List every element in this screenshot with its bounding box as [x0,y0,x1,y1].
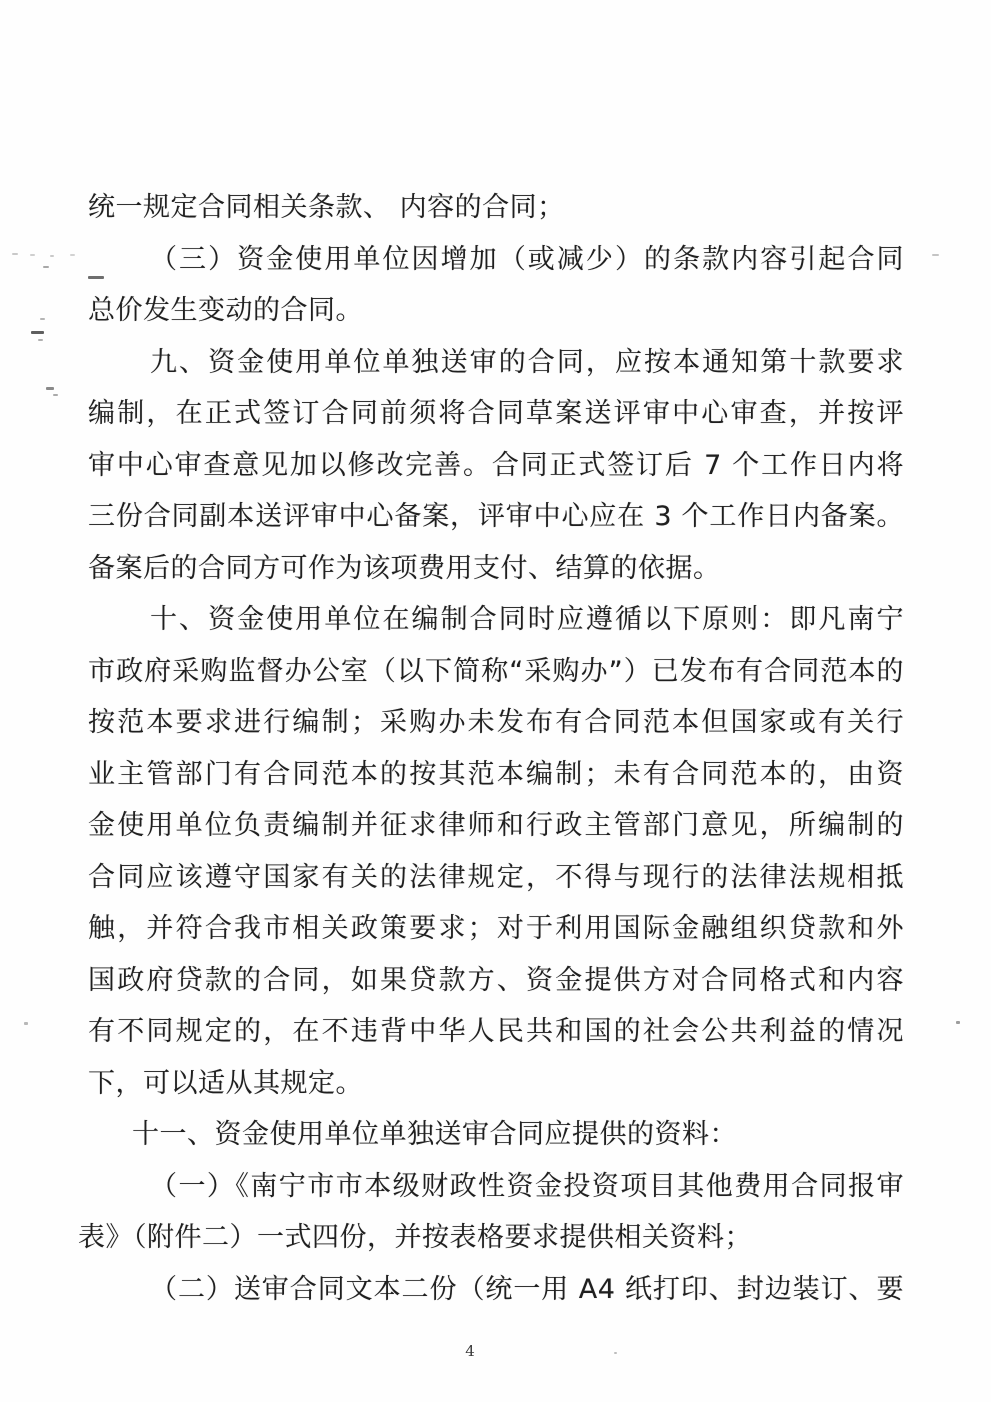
document-line: 总价发生变动的合同。 [88,295,363,326]
document-line: 国政府贷款的合同，如果贷款方、资金提供方对合同格式和内容 [88,964,904,996]
scan-speckle [956,1021,960,1024]
document-line: 十一、资金使用单位单独送审合同应提供的资料： [132,1119,737,1150]
scan-speckle [53,394,58,396]
scan-speckle [70,254,75,256]
document-line: 按范本要求进行编制；采购办未发布有合同范本但国家或有关行 [88,707,904,738]
scan-speckle [24,1022,28,1025]
document-line: （二）送审合同文本二份（统一用 A4 纸打印、封边装订、要 [150,1273,904,1305]
scan-speckle [50,255,54,257]
scan-speckle [30,254,35,256]
document-line: （三）资金使用单位因增加（或减少）的条款内容引起合同 [150,243,904,275]
document-line: 审中心审查意见加以修改完善。合同正式签订后 7 个工作日内将 [88,449,904,481]
document-line: 金使用单位负责编制并征求律师和行政主管部门意见，所编制的 [88,810,904,841]
document-line: 统一规定合同相关条款、 内容的合同； [88,192,565,223]
scan-speckle [614,1352,617,1354]
document-line: 九、资金使用单位单独送审的合同，应按本通知第十款要求 [150,346,904,378]
document-line: 十、资金使用单位在编制合同时应遵循以下原则：即凡南宁 [150,604,904,635]
document-line: 三份合同副本送评审中心备案，评审中心应在 3 个工作日内备案。 [88,501,904,532]
scan-speckle [31,331,44,334]
document-line: 触，并符合我市相关政策要求；对于利用国际金融组织贷款和外 [88,913,904,944]
document-line: 表》（附件二）一式四份，并按表格要求提供相关资料； [78,1222,752,1253]
document-line: 业主管部门有合同范本的按其范本编制；未有合同范本的，由资 [88,758,904,790]
scan-speckle [932,254,939,256]
document-line: 有不同规定的，在不违背中华人民共和国的社会公共利益的情况 [88,1016,904,1047]
document-line: 下，可以适从其规定。 [88,1067,363,1099]
document-line: 市政府采购监督办公室（以下简称“采购办”）已发布有合同范本的 [88,655,904,687]
scan-speckle [46,387,54,390]
document-line: 编制，在正式签订合同前须将合同草案送评审中心审查，并按评 [88,398,904,429]
scan-speckle [88,276,104,279]
scan-speckle [43,266,49,268]
scan-speckle [40,318,45,320]
page-number: 4 [465,1342,475,1360]
scan-speckle [38,339,43,341]
document-line: 备案后的合同方可作为该项费用支付、结算的依据。 [88,552,721,584]
document-body [78,182,904,1315]
document-line: 合同应该遵守国家有关的法律规定，不得与现行的法律法规相抵 [88,861,904,893]
scan-speckle [12,253,18,255]
document-line: （一）《南宁市市本级财政性资金投资项目其他费用合同报审 [150,1170,904,1202]
